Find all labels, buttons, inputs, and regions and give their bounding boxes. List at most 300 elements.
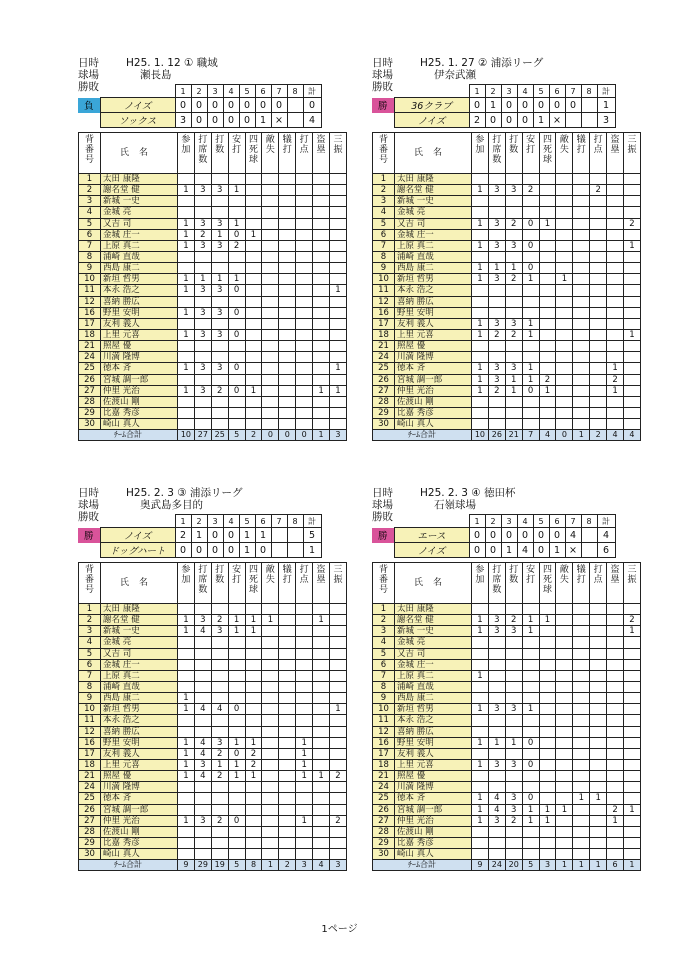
col-header: 打席数 [194,133,211,174]
player-name: 友利 義人 [395,748,472,759]
stat-cell [330,274,347,285]
stat-cell [194,207,211,218]
stat-cell [505,637,522,648]
player-number: 12 [373,296,395,307]
stat-cell [330,659,347,670]
stat-cell: 1 [296,759,313,770]
col-header: 犠打 [279,563,296,604]
stat-cell: 1 [556,274,573,285]
player-name: 又吉 司 [101,218,178,229]
stat-cell [573,771,590,782]
stat-cell [556,196,573,207]
inning-header: 7 [565,515,581,528]
stat-cell [488,849,505,860]
stat-cell [178,174,195,185]
stat-cell: 3 [488,626,505,637]
stat-cell [245,185,262,196]
col-header: 敵失 [262,133,279,174]
stat-cell [607,251,624,262]
stat-cell [539,407,556,418]
stat-cell [211,419,228,430]
player-name: 友利 義人 [101,748,178,759]
stat-cell [522,352,539,363]
stat-cell: 0 [228,329,245,340]
col-header: 三振 [330,133,347,174]
stat-cell [330,240,347,251]
stat-cell [472,648,489,659]
stat-cell [296,726,313,737]
player-number: 7 [373,240,395,251]
stat-cell [539,737,556,748]
stat-cell [607,263,624,274]
inning-score: 0 [191,543,207,558]
stat-cell [472,659,489,670]
stat-cell [296,681,313,692]
stat-cell: 2 [211,385,228,396]
stat-cell [607,782,624,793]
stat-cell [330,626,347,637]
inning-header: 3 [501,85,517,98]
stat-cell [590,704,607,715]
team-total-label: ﾁｰﾑ合計 [79,430,178,441]
stat-cell [624,737,641,748]
stat-cell [194,693,211,704]
stat-cell [178,296,195,307]
stat-cell [296,782,313,793]
stat-cell [313,737,330,748]
stat-cell [296,363,313,374]
col-header: 参加 [178,563,195,604]
stat-cell: 1 [296,737,313,748]
player-name: 川満 隆博 [395,352,472,363]
stat-cell [262,849,279,860]
stat-cell [313,296,330,307]
date-label: 日時 [78,487,99,499]
stat-cell [607,185,624,196]
player-name: 友利 義人 [395,318,472,329]
stat-cell [330,296,347,307]
stat-cell [590,385,607,396]
player-row [373,670,641,681]
player-row [373,748,641,759]
stat-cell [194,670,211,681]
stat-cell: 4 [194,704,211,715]
col-header: 盗塁 [313,563,330,604]
player-name: 謝名堂 健 [101,615,178,626]
stat-cell [573,604,590,615]
stat-cell [522,207,539,218]
stat-cell [262,374,279,385]
stat-cell [607,748,624,759]
stat-cell [330,648,347,659]
stat-cell [488,726,505,737]
stat-cell [178,681,195,692]
stat-cell [556,837,573,848]
player-name: 新城 一史 [395,626,472,637]
inning-header: 8 [287,85,303,98]
stat-cell [245,263,262,274]
stat-cell [228,715,245,726]
stat-cell [556,704,573,715]
stat-cell: 1 [472,626,489,637]
player-name: 崎山 真人 [101,419,178,430]
inning-score: 0 [239,113,255,128]
inning-score: 0 [469,543,485,558]
player-name: 本永 浩之 [395,715,472,726]
stat-cell [178,782,195,793]
stat-cell [488,419,505,430]
stat-cell [573,837,590,848]
stat-cell [262,229,279,240]
stat-cell [488,196,505,207]
player-row [79,704,347,715]
stat-cell [279,285,296,296]
stat-cell [330,207,347,218]
stat-cell [194,374,211,385]
stat-cell [296,648,313,659]
stat-cell [211,670,228,681]
stat-cell [472,296,489,307]
stat-cell [330,804,347,815]
stat-cell [178,352,195,363]
player-row [79,793,347,804]
player-name: 謝名堂 健 [101,185,178,196]
stat-cell [296,318,313,329]
stat-cell [296,637,313,648]
player-row [79,396,347,407]
player-name: 照屋 優 [395,771,472,782]
inning-score: 0 [501,113,517,128]
stat-cell [573,185,590,196]
stat-cell [590,174,607,185]
player-number: 21 [373,771,395,782]
stat-cell [573,263,590,274]
stat-cell [573,396,590,407]
stat-cell [296,185,313,196]
stat-cell [607,174,624,185]
stat-cell [472,771,489,782]
stat-cell [228,263,245,274]
stat-cell [590,263,607,274]
inning-score: 0 [255,98,271,113]
stat-cell [262,737,279,748]
stat-cell [607,737,624,748]
stat-cell [262,726,279,737]
result-badge: 勝 [372,98,394,113]
stat-cell: 3 [194,285,211,296]
inning-score: 4 [517,543,533,558]
stat-cell: 0 [228,363,245,374]
player-number: 16 [79,737,101,748]
stat-cell [296,704,313,715]
stat-cell [522,251,539,262]
stat-cell [522,648,539,659]
inning-score: 0 [303,98,321,113]
stat-cell [556,648,573,659]
stat-cell [194,793,211,804]
stat-cell [505,648,522,659]
inning-header: 2 [485,515,501,528]
player-number: 4 [373,637,395,648]
stat-cell [573,240,590,251]
player-row [373,318,641,329]
stat-cell [488,352,505,363]
player-name: 上里 元喜 [395,329,472,340]
result-label: 勝敗 [78,511,99,523]
stat-cell [505,693,522,704]
stat-cell [279,704,296,715]
stat-cell [313,681,330,692]
stat-cell [556,307,573,318]
stat-cell [539,704,556,715]
inning-score [271,543,287,558]
team-total-cell: 20 [505,860,522,871]
stat-cell [211,637,228,648]
stat-cell [228,648,245,659]
stat-cell [590,670,607,681]
inning-header: 7 [271,85,287,98]
inning-score: 0 [175,98,191,113]
player-name: 金城 亮 [395,207,472,218]
stat-cell [211,604,228,615]
player-row [79,681,347,692]
player-number: 6 [373,229,395,240]
inning-score: 4 [565,528,581,543]
inning-header: 計 [303,85,321,98]
stat-cell [522,748,539,759]
inning-score: 0 [223,98,239,113]
stat-cell [313,826,330,837]
stat-cell [556,363,573,374]
stat-cell: 3 [211,737,228,748]
stat-cell: 1 [522,329,539,340]
stat-cell [488,670,505,681]
player-row [79,648,347,659]
player-name: 喜納 勝広 [101,296,178,307]
player-number: 1 [373,174,395,185]
stat-cell [573,196,590,207]
stat-cell [556,726,573,737]
stat-cell [228,374,245,385]
team-total-cell: 24 [488,860,505,871]
stat-cell [245,804,262,815]
stat-cell [178,637,195,648]
stat-cell: 1 [488,737,505,748]
stat-cell [607,826,624,837]
player-row [373,251,641,262]
player-row [373,263,641,274]
stat-cell: 3 [194,759,211,770]
stat-cell [279,318,296,329]
stat-cell [590,604,607,615]
stat-cell: 1 [178,759,195,770]
stat-cell: 1 [607,815,624,826]
stat-cell [262,296,279,307]
col-header: 三振 [624,563,641,604]
stat-cell [607,771,624,782]
stat-cell: 1 [539,385,556,396]
stat-cell [556,670,573,681]
stat-cell [245,307,262,318]
team-total-cell: 19 [211,860,228,871]
stat-cell [313,637,330,648]
stat-cell [624,837,641,848]
player-name: 喜納 勝広 [395,296,472,307]
stat-cell [573,826,590,837]
stat-cell [228,174,245,185]
stat-cell: 0 [522,759,539,770]
stat-cell [573,251,590,262]
player-row [373,396,641,407]
game-date: H25. 2. 3 ③ 浦添リーグ [126,487,243,499]
stat-cell [472,782,489,793]
player-row [79,251,347,262]
stat-cell: 3 [211,329,228,340]
stat-cell [245,251,262,262]
player-name: 宮城 調一郎 [101,804,178,815]
player-number: 7 [373,670,395,681]
stat-cell [556,251,573,262]
stat-cell [573,407,590,418]
stat-cell [607,318,624,329]
stat-cell: 1 [178,748,195,759]
inning-header: 6 [549,85,565,98]
stat-cell [296,626,313,637]
stat-cell [522,849,539,860]
stat-cell [624,196,641,207]
player-name: 又吉 司 [101,648,178,659]
stat-cell [539,229,556,240]
player-row [79,849,347,860]
player-number: 24 [79,782,101,793]
stat-cell [590,218,607,229]
stat-cell: 1 [245,771,262,782]
team-total-cell: 0 [279,430,296,441]
stat-cell [262,274,279,285]
player-number: 25 [79,363,101,374]
inning-score: 1 [303,543,321,558]
stat-cell: 1 [245,615,262,626]
stat-cell [488,604,505,615]
stat-cell [178,263,195,274]
stat-cell [488,771,505,782]
stat-cell [262,385,279,396]
stat-cell [539,849,556,860]
stat-cell [590,815,607,826]
stat-cell [296,251,313,262]
stat-cell: 0 [228,285,245,296]
stat-cell [539,240,556,251]
player-row [79,771,347,782]
player-name: 太田 康隆 [395,174,472,185]
stat-cell [279,826,296,837]
stat-cell [573,274,590,285]
stat-cell: 2 [607,374,624,385]
player-name: 上原 真二 [395,670,472,681]
inning-header: 4 [517,515,533,528]
player-number: 18 [79,329,101,340]
stat-cell: 1 [522,274,539,285]
stat-cell [539,637,556,648]
player-row [79,274,347,285]
player-row [373,174,641,185]
stat-cell [262,748,279,759]
player-name: 太田 康隆 [395,604,472,615]
stat-cell [539,604,556,615]
stat-cell [279,240,296,251]
inning-score: 0 [485,113,501,128]
stat-cell [313,240,330,251]
batting-stats-table [372,562,641,871]
player-row [373,726,641,737]
stat-cell [279,274,296,285]
stat-cell: 3 [194,218,211,229]
stat-cell [590,318,607,329]
stat-cell [211,715,228,726]
player-row [373,341,641,352]
stat-cell [279,207,296,218]
stat-cell [607,693,624,704]
stat-cell [522,604,539,615]
team-total-cell: 4 [539,430,556,441]
stat-cell [556,659,573,670]
stat-cell [245,837,262,848]
stat-cell [228,804,245,815]
stat-cell [488,715,505,726]
stat-cell [505,229,522,240]
stat-cell [590,296,607,307]
stat-cell [228,352,245,363]
stat-cell [573,737,590,748]
inning-score: 0 [191,113,207,128]
player-number: 12 [79,726,101,737]
stat-cell [556,737,573,748]
stat-cell [178,849,195,860]
inning-header: 6 [549,515,565,528]
team-total-cell: 1 [313,430,330,441]
stat-cell [573,174,590,185]
stat-cell [279,793,296,804]
stat-cell [556,207,573,218]
stat-cell [245,218,262,229]
stat-cell: 4 [194,771,211,782]
player-name: 本永 浩之 [395,285,472,296]
stat-cell [245,637,262,648]
stat-cell: 1 [245,626,262,637]
inning-score [287,113,303,128]
player-number: 1 [373,604,395,615]
player-number: 9 [79,263,101,274]
inning-score: 1 [485,98,501,113]
player-number: 29 [373,837,395,848]
player-row [79,196,347,207]
stat-cell: 1 [472,793,489,804]
stat-cell [556,218,573,229]
player-row [79,374,347,385]
stat-cell [505,307,522,318]
stat-cell [573,363,590,374]
stat-cell [279,329,296,340]
stat-cell: 1 [178,363,195,374]
stat-cell [607,715,624,726]
stat-cell [624,815,641,826]
stat-cell [472,229,489,240]
inning-header: 計 [303,515,321,528]
stat-cell [505,837,522,848]
stat-cell [556,396,573,407]
stat-cell [296,207,313,218]
inning-score: 0 [223,113,239,128]
